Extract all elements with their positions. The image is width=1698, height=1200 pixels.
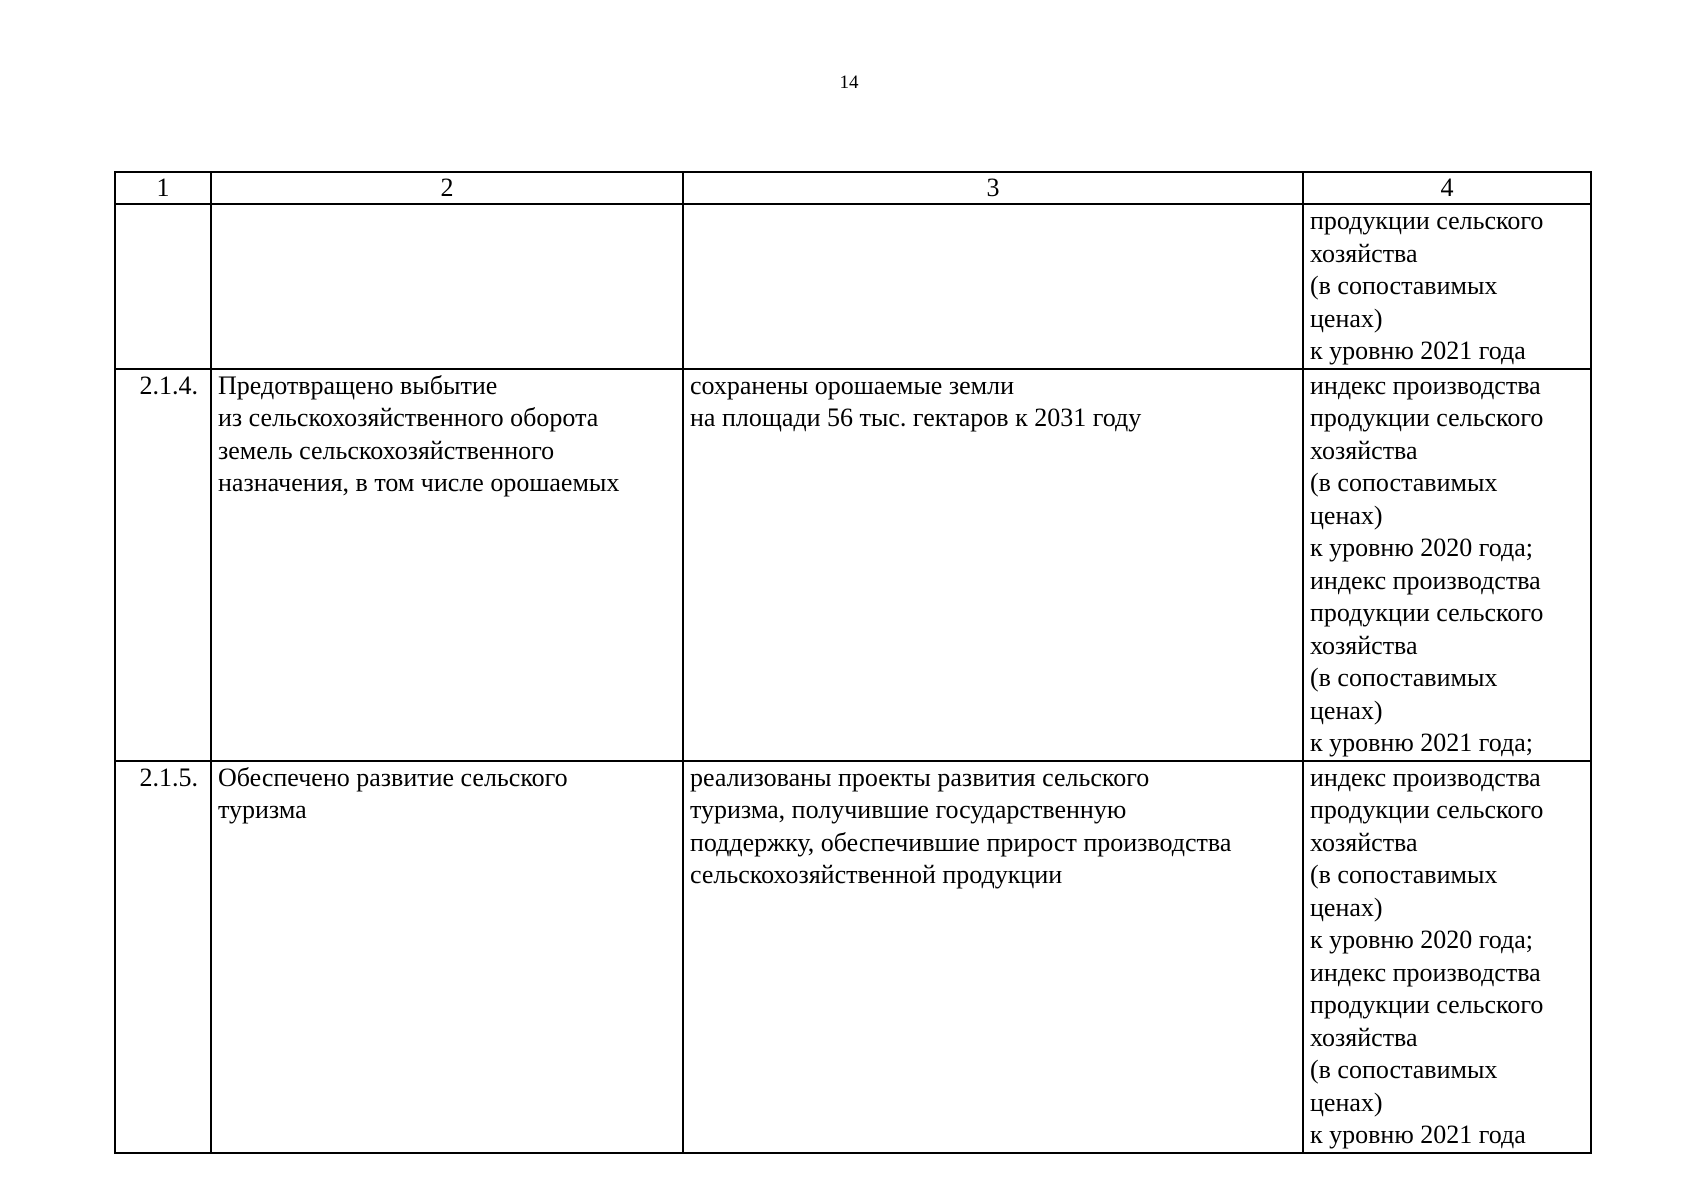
text-line: (в сопоставимых bbox=[1310, 663, 1498, 692]
text-line: реализованы проекты развития сельского bbox=[690, 762, 1150, 792]
text-line: к уровню 2020 года; bbox=[1310, 533, 1534, 562]
text-line: туризма, получившие государственную bbox=[690, 795, 1127, 824]
header-col-1: 1 bbox=[115, 172, 211, 204]
text-line: туризма bbox=[218, 795, 307, 824]
text-line: Предотвращено выбытие bbox=[218, 370, 498, 400]
cell-indicator bbox=[1303, 204, 1591, 369]
text-line: продукции сельского bbox=[1310, 598, 1544, 627]
header-col-2: 2 bbox=[211, 172, 683, 204]
header-col-3: 3 bbox=[683, 172, 1303, 204]
text-line: (в сопоставимых bbox=[1310, 1055, 1498, 1084]
text-line: (в сопоставимых bbox=[1310, 271, 1498, 300]
text-line: хозяйства bbox=[1310, 1022, 1418, 1052]
cell-indicator bbox=[1303, 761, 1591, 1153]
cell-result bbox=[211, 369, 683, 761]
cell-number: 2.1.5. bbox=[115, 761, 211, 1153]
cell-indicator bbox=[1303, 369, 1591, 761]
text-line: ценах) bbox=[1310, 892, 1383, 922]
cell-characteristic bbox=[683, 761, 1303, 1153]
text-line: к уровню 2021 года bbox=[1310, 1120, 1526, 1149]
text-line: из сельскохозяйственного оборота bbox=[218, 403, 599, 432]
table-row bbox=[115, 761, 1591, 1153]
text-line: продукции сельского bbox=[1310, 206, 1544, 235]
text-line: продукции сельского bbox=[1310, 990, 1544, 1019]
text-line: хозяйства bbox=[1310, 238, 1418, 268]
text-line: поддержку, обеспечившие прирост производства bbox=[690, 827, 1232, 857]
table-header-row bbox=[115, 172, 1591, 204]
text-line: ценах) bbox=[1310, 1087, 1383, 1117]
text-line: (в сопоставимых bbox=[1310, 860, 1498, 889]
text-line: земель сельскохозяйственного bbox=[218, 435, 555, 465]
text-line: индекс производства bbox=[1310, 565, 1541, 595]
text-line: индекс производства bbox=[1310, 762, 1541, 792]
text-line: Обеспечено развитие сельского bbox=[218, 762, 568, 792]
indicators-table bbox=[114, 171, 1592, 1154]
text-line: хозяйства bbox=[1310, 630, 1418, 660]
text-line: индекс производства bbox=[1310, 957, 1541, 987]
text-line: сельскохозяйственной продукции bbox=[690, 860, 1063, 889]
text-line: ценах) bbox=[1310, 695, 1383, 725]
page-number: 14 bbox=[839, 72, 859, 93]
text-line: сохранены орошаемые земли bbox=[690, 370, 1014, 400]
cell-result bbox=[211, 204, 683, 369]
cell-number: 2.1.4. bbox=[115, 369, 211, 761]
table-row-continuation bbox=[115, 204, 1591, 369]
text-line: к уровню 2020 года; bbox=[1310, 925, 1534, 954]
text-line: ценах) bbox=[1310, 303, 1383, 333]
text-line: хозяйства bbox=[1310, 435, 1418, 465]
table-row bbox=[115, 369, 1591, 761]
cell-characteristic bbox=[683, 369, 1303, 761]
text-line: продукции сельского bbox=[1310, 795, 1544, 824]
text-line: ценах) bbox=[1310, 500, 1383, 530]
text-line: хозяйства bbox=[1310, 827, 1418, 857]
text-line: к уровню 2021 года bbox=[1310, 336, 1526, 365]
cell-characteristic bbox=[683, 204, 1303, 369]
cell-result bbox=[211, 761, 683, 1153]
cell-number bbox=[115, 204, 211, 369]
header-col-4: 4 bbox=[1303, 172, 1591, 204]
text-line: назначения, в том числе орошаемых bbox=[218, 468, 620, 497]
text-line: (в сопоставимых bbox=[1310, 468, 1498, 497]
text-line: индекс производства bbox=[1310, 370, 1541, 400]
text-line: на площади 56 тыс. гектаров к 2031 году bbox=[690, 403, 1142, 432]
text-line: к уровню 2021 года; bbox=[1310, 728, 1534, 757]
text-line: продукции сельского bbox=[1310, 403, 1544, 432]
